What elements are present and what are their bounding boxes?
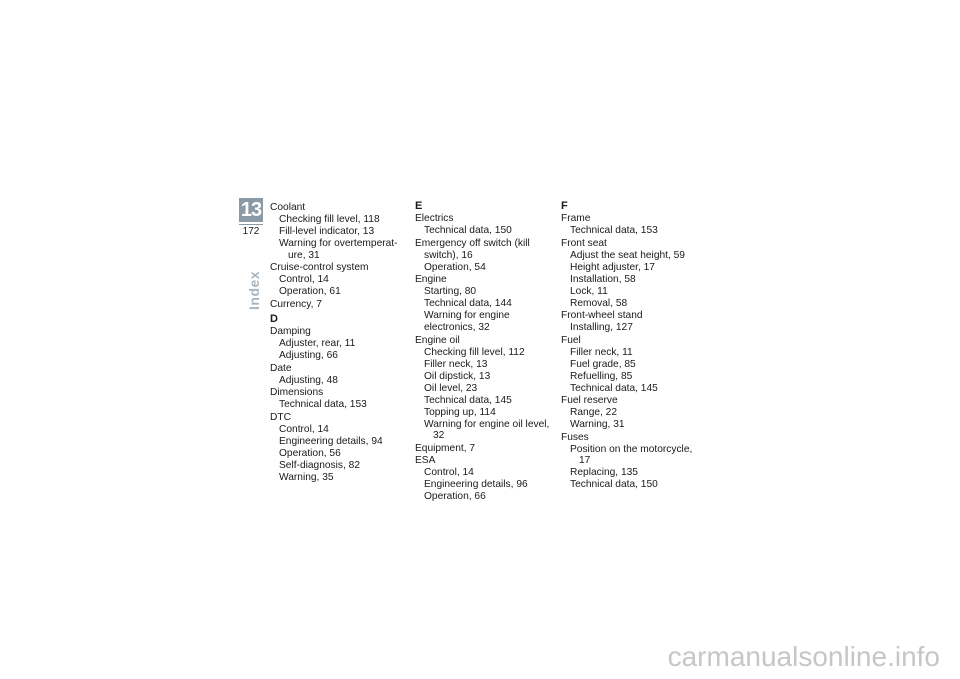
- index-subentry: Range, 22: [570, 407, 618, 418]
- index-entry: [415, 455, 555, 503]
- index-entry: [270, 412, 410, 484]
- index-term: Coolant: [270, 202, 306, 213]
- index-entry: [270, 262, 410, 298]
- index-subentry: Control, 14: [279, 274, 329, 285]
- index-entry: [270, 363, 410, 387]
- index-subentry: Checking fill level, 112: [424, 346, 525, 358]
- index-column-1: [270, 201, 410, 483]
- index-subentry: Height adjuster, 17: [570, 261, 655, 273]
- page-number: 172: [242, 226, 260, 237]
- index-letter-heading: F: [561, 200, 568, 212]
- index-letter-heading: E: [415, 200, 423, 212]
- index-subentry: Warning for overtemperat- ure, 31: [279, 238, 398, 261]
- index-entry: [561, 310, 701, 334]
- index-subentry: Technical data, 145: [424, 394, 512, 406]
- index-entry: [270, 299, 410, 311]
- index-entry: [415, 274, 555, 334]
- index-subentry: Position on the motorcycle, 17: [570, 443, 693, 466]
- index-entry: [415, 335, 555, 442]
- index-subentry: Operation, 56: [279, 447, 341, 459]
- index-subentry: electronics, 32: [424, 322, 490, 333]
- index-term: Front-wheel stand: [561, 310, 643, 321]
- chapter-number: 13: [240, 199, 262, 221]
- index-subentry: Technical data, 153: [570, 225, 658, 236]
- index-subentry: Technical data, 144: [424, 298, 512, 309]
- index-subentry: Warning, 31: [570, 419, 625, 430]
- index-entry: [561, 238, 701, 310]
- index-subentry: switch), 16: [424, 249, 473, 261]
- index-subentry: Warning, 35: [279, 471, 334, 483]
- index-term: Electrics: [415, 213, 454, 224]
- index-subentry: Operation, 66: [424, 491, 486, 502]
- index-subentry: Installation, 58: [570, 273, 636, 285]
- index-subentry: Fuel grade, 85: [570, 358, 636, 370]
- index-subentry: Installing, 127: [570, 322, 633, 333]
- index-subentry: Starting, 80: [424, 286, 477, 297]
- index-term: Damping: [270, 326, 311, 337]
- index-subentry: Oil dipstick, 13: [424, 370, 491, 382]
- index-entry: [270, 387, 410, 411]
- index-subentry: Adjusting, 66: [279, 350, 338, 361]
- index-term: DTC: [270, 411, 291, 423]
- index-subentry: Oil level, 23: [424, 382, 478, 394]
- index-subentry: Adjusting, 48: [279, 374, 338, 386]
- index-entry: [270, 326, 410, 362]
- index-letter-heading: D: [270, 313, 278, 325]
- index-term: Date: [270, 362, 292, 374]
- index-entry: [415, 238, 555, 274]
- index-entry: [561, 335, 701, 395]
- index-entry: [561, 213, 701, 237]
- index-subentry: Engineering details, 94: [279, 435, 383, 447]
- index-subentry: Technical data, 153: [279, 399, 367, 410]
- index-subentry: Technical data, 150: [424, 225, 512, 236]
- index-subentry: Control, 14: [424, 467, 474, 478]
- index-term: Emergency off switch (kill: [415, 237, 530, 249]
- index-term: Fuses: [561, 431, 589, 443]
- index-subentry: Control, 14: [279, 423, 329, 435]
- index-entry: [561, 395, 701, 431]
- index-subentry: Adjuster, rear, 11: [279, 338, 356, 349]
- index-entry: [561, 432, 701, 491]
- index-subentry: Self-diagnosis, 82: [279, 459, 360, 471]
- index-subentry: Fill-level indicator, 13: [279, 226, 375, 237]
- index-subentry: Technical data, 145: [570, 382, 658, 394]
- index-term: Cruise-control system: [270, 262, 369, 273]
- index-column-2: [415, 201, 555, 503]
- index-subentry: Filler neck, 13: [424, 358, 488, 370]
- chapter-divider: [239, 224, 263, 225]
- index-term: Dimensions: [270, 387, 324, 398]
- index-term: Equipment, 7: [415, 442, 476, 454]
- index-term: ESA: [415, 455, 436, 466]
- index-entry: [415, 213, 555, 237]
- index-term: Engine: [415, 274, 447, 285]
- index-subentry: Operation, 61: [279, 286, 341, 297]
- index-subentry: Filler neck, 11: [570, 346, 633, 358]
- index-subentry: Warning for engine oil level, 32: [424, 418, 550, 441]
- index-subentry: Lock, 11: [570, 285, 608, 297]
- index-term: Frame: [561, 213, 591, 224]
- index-subentry: Removal, 58: [570, 297, 628, 309]
- index-term: Fuel reserve: [561, 395, 618, 406]
- index-subentry: Warning for engine: [424, 310, 510, 321]
- index-term: Engine oil: [415, 334, 460, 346]
- index-entry: [270, 202, 410, 261]
- section-label: Index: [246, 270, 262, 310]
- index-subentry: Topping up, 114: [424, 406, 496, 418]
- index-subentry: Technical data, 150: [570, 479, 658, 490]
- index-subentry: Operation, 54: [424, 261, 486, 273]
- index-subentry: Adjust the seat height, 59: [570, 249, 685, 261]
- index-subentry: Refuelling, 85: [570, 370, 633, 382]
- index-term: Currency, 7: [270, 298, 322, 310]
- index-term: Front seat: [561, 237, 607, 249]
- watermark: carmanualsonline.info: [667, 641, 940, 672]
- index-column-3: [561, 201, 701, 491]
- index-entry: [415, 443, 555, 455]
- index-subentry: Replacing, 135: [570, 467, 638, 478]
- index-subentry: Checking fill level, 118: [279, 214, 380, 225]
- index-term: Fuel: [561, 334, 581, 346]
- index-subentry: Engineering details, 96: [424, 479, 528, 490]
